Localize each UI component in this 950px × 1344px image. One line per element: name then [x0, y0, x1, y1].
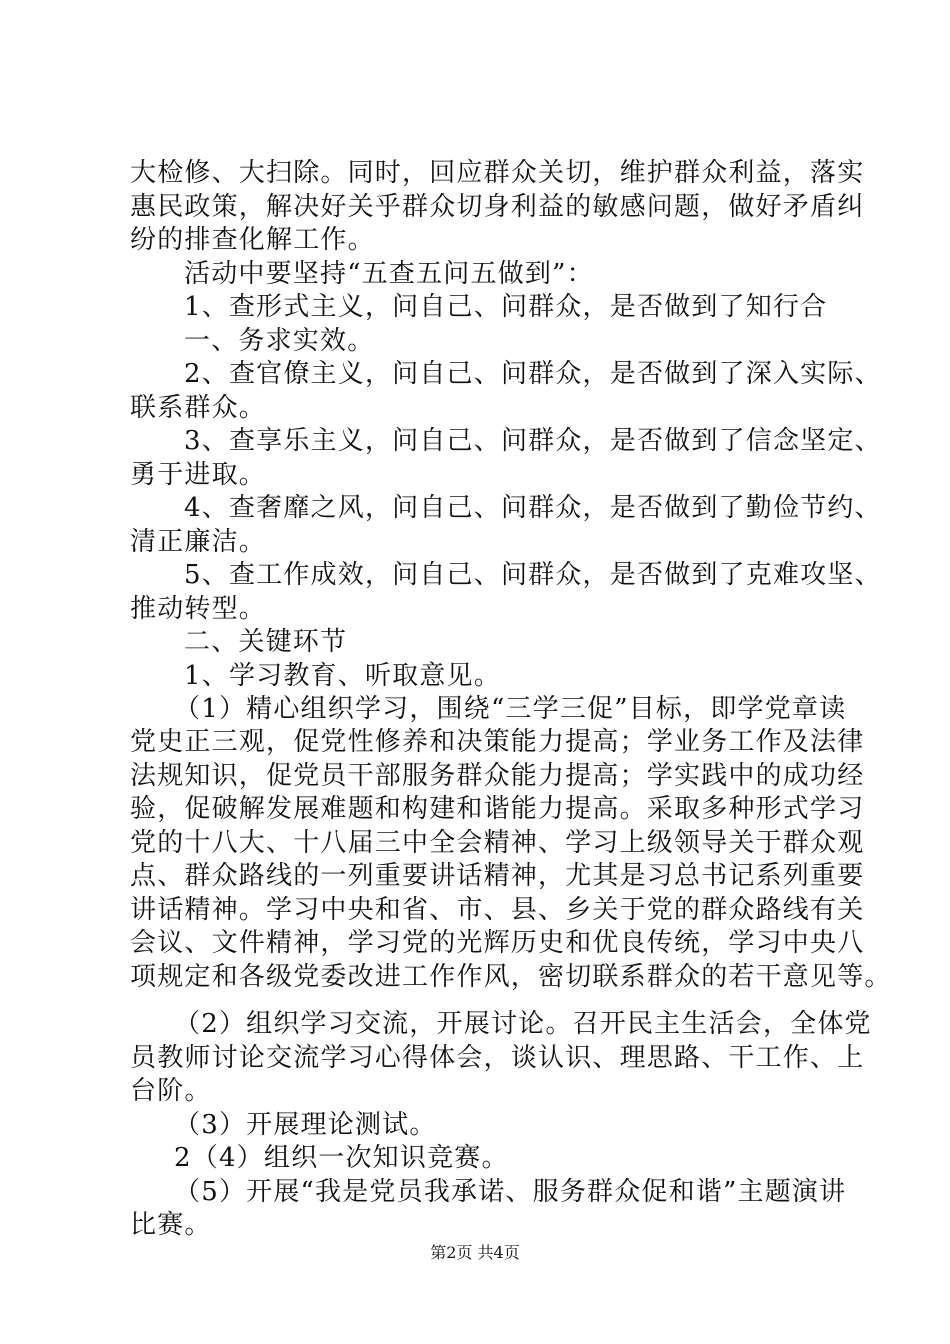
- body-line-16: 1、学习教育、听取意见。: [184, 661, 501, 691]
- body-line-7: 2、查官僚主义，问自己、问群众，是否做到了深入实际、: [184, 359, 882, 389]
- body-line-30: 2（4）组织一次知识竞赛。: [174, 1143, 509, 1173]
- page-number-footer: 第2页 共4页: [430, 1243, 520, 1262]
- body-line-27: 员教师讨论交流学习心得体会，谈认识、理思路、干工作、上: [130, 1043, 865, 1073]
- body-line-11: 4、查奢靡之风，问自己、问群众，是否做到了勤俭节约、: [184, 493, 882, 523]
- body-line-29: （3）开展理论测试。: [174, 1110, 437, 1140]
- body-line-10: 勇于进取。: [130, 460, 267, 490]
- body-line-32: 比赛。: [130, 1210, 212, 1240]
- body-line-21: 党的十八大、十八届三中全会精神、学习上级领导关于群众观: [130, 828, 865, 858]
- body-line-15: 二、关键环节: [184, 627, 348, 657]
- body-line-2: 惠民政策，解决好关乎群众切身利益的敏感问题，做好矛盾纠: [130, 192, 865, 222]
- body-line-14: 推动转型。: [130, 594, 267, 624]
- body-line-22: 点、群众路线的一列重要讲话精神，尤其是习总书记系列重要: [130, 861, 865, 891]
- body-line-23: 讲话精神。学习中央和省、市、县、乡关于党的群众路线有关: [130, 895, 865, 925]
- body-line-6: 一、务求实效。: [184, 326, 375, 356]
- body-line-5: 1、查形式主义，问自己、问群众，是否做到了知行合: [184, 292, 828, 322]
- body-line-13: 5、查工作成效，问自己、问群众，是否做到了克难攻坚、: [184, 560, 882, 590]
- body-line-12: 清正廉洁。: [130, 527, 267, 557]
- body-line-25: 项规定和各级党委改进工作作风，密切联系群众的若干意见等。: [130, 962, 892, 992]
- body-line-19: 法规知识，促党员干部服务群众能力提高；学实践中的成功经: [130, 761, 865, 791]
- body-line-31: （5）开展“我是党员我承诺、服务群众促和谐”主题演讲: [174, 1177, 847, 1207]
- body-line-26: （2）组织学习交流，开展讨论。召开民主生活会，全体党: [174, 1009, 872, 1039]
- body-line-24: 会议、文件精神，学习党的光辉历史和优良传统，学习中央八: [130, 928, 865, 958]
- body-line-17: （1）精心组织学习，围绕“三学三促”目标，即学党章读: [174, 694, 847, 724]
- body-line-8: 联系群众。: [130, 393, 267, 423]
- body-line-20: 验，促破解发展难题和构建和谐能力提高。采取多种形式学习: [130, 794, 865, 824]
- body-line-18: 党史正三观，促党性修养和决策能力提高；学业务工作及法律: [130, 727, 865, 757]
- body-line-3: 纷的排查化解工作。: [130, 225, 375, 255]
- body-line-1: 大检修、大扫除。同时，回应群众关切，维护群众利益，落实: [130, 158, 865, 188]
- body-line-28: 台阶。: [130, 1076, 212, 1106]
- body-line-4: 活动中要坚持“五查五问五做到”：: [184, 259, 594, 289]
- body-line-9: 3、查享乐主义，问自己、问群众，是否做到了信念坚定、: [184, 426, 882, 456]
